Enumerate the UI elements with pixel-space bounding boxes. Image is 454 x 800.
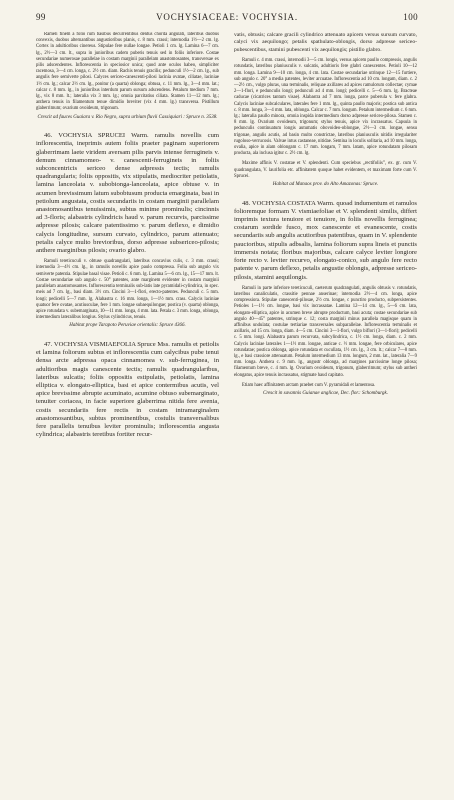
description-paragraph: Ramuli c. 4 mm. crassi, internodii 3—5 cm. longis, versus apicem paullo compressis, angulis rotundatis, lateribus planiusculis v. sulcatis, adultioris fere glabri canescentes. Petioli 10—12 mm. longa. Lamina 9—10 cm. longa, 4 cm. lata. Costae secundariae utrinque 12—15 furtiere, sub angulo c. 20° a media patentes, leviter arcuatae. Inflorescentia ad 10 cm. longam, diam. c. 2—2½ cm., vulgo pluras, una terminalis, reliquae axillares ad apices ramulorum collectae; cymae 2—1-flori, e pedunculis longi; pedunculi ad 4 mm. longi; pedicelli c. 5—6 mm. lg. Bracteae caducae (cicatrices tantum visae). Alabastra ad 7 mm. longa, parce puberula v. fere glabra. Calycis laciniae subcalculares, laterales fere 1 mm. lg., quinta paullo majoris; postica sub antica c. 8 mm. longa, 3—4 mm. lata, oblonga. Calcar c. 7 mm. longum. Petalum intermedium c. 6 mm. lg.; lateralia paullo minora, omnia inspida intermedium dorso adpresse sericeo-pilosa. Stamen c. 8 mm. lg. Ovarium ovoideum, trigonum; stylus tenuis, apice vix incrassatus. Capsula in pedunculis continuatum longis autumatis obovoideo-oblongae, 2½—3 cm. longae, sensu trigonae, angulis acutis, ad basin multo constrictae, lateribus planiusculis nitidis irregulariter rugoloso-verrucosis. Valvae intus castaneae, nitidae. Semina in loculis solitaria, ad 10 mm. longa, ovalia, apice in alam oblongam c. 17 mm. longam, 7 mm. latam, apice rotundatam pilosam producta, ala inclusa igitur c. 2½ cm. lg. [234, 58, 417, 157]
habitat-note: Habitat ad Manaos prov. do Alto Amazonas: Spruce. [272, 182, 379, 188]
description-paragraph: Ramuli tereticuculi v. obtuse quadrangulati, lateribus concavius culis, c. 3 mm. crassi; internodia 3—4½ cm. lg., in ramulis novellis apice paulo compressa. Folia sub angulo vix semiverte patentia. Stipulae basal visae. Petioli c. 6 mm. lg. Lamina 5—6 cm. lg., 15—17 mm. lt. Costae secundariae sub angulo c. 50° patentes, ante marginem evidenter in costam marginii parallelam anastomosantes. Inflorescentia terminalis sub-latis late pyramidali-cylindrica, in spec. meis ad 7 cm. lg., basi diam. 3½ cm. Cincini 3—1-flori, erecto-patentes. Pedunculi c. 5 mm. longi; pedicelli 5—7 mm. lg. Alabastra c. 16 mm. longa, 1—1½ mm. crass. Calycis laciniae quatuor fere ovatae, acutiusculae, fere 1 mm. longae subaequilongae; postica (v. quarta) oblonga, apice rotundata v. subemarginata, 10—11 mm. longa, 4 mm. lata. Petala c. 3 mm. longa, oblonga, intermedium lateralibus longius. Stylus cylindricus, tenuis. [36, 259, 219, 321]
page-header [36, 12, 418, 26]
page-number-left: 99 [36, 12, 46, 22]
species-48-diagnosis: 48. VOCHYSIA COSTATA Warm. quoad indumentum et ramulos folioremque formam V. vismiaefoliae et V. splendenti similis, differt imprimis textura tenuiore et tenuiore, in foliis novellis ferruginea; costarum sordide fusco, mox canescente et evanescente, costis secundariis sub angulis acutioribus patentibus, quam in V. splendente paucioribus, stipulis adbsalis, lamina foliorum supra lineis et punctis immersis notata; floribus majoribus, calcare calyce leviter longiore forte recto v. leviter recurvo, elongato-conico, sub angulo fere recto patente v. parum deflexo, petalis angustie oblongis, adpresse sericeo-pilosis, stamini aequilongis. [234, 199, 417, 281]
habitat-note: Crescit ad fauces Guaiara v. Rio Negro, supra urbium fluvii Cassiquiari : Spruce n. 3538. [37, 114, 218, 120]
habitat-note: Habitat prope Tarapoto Peruviae orientalis: Spruce 4366. [69, 323, 186, 329]
page-number-right: 100 [403, 12, 418, 22]
left-column [36, 32, 219, 782]
species-46-diagnosis: 46. VOCHYSIA SPRUCEI Warm. ramulis novellis cum inflorescentia, ineprimis autem foliis praeter paginam superiorem glaberrimam laete viridem aversam pilis parvis intense ferrugineis v. demum cinnamomeo- v. canescenti-ferrugineis in foliis subconcentricis sericeo dense adpressis tectis; ramulis quadrangularis; foliis oppositis, vix stipulatis, mediocriter petiolatis, lamina lanceolata v. subobionga-lanceolata, apice obtuse v. in acumen brevissimum latum subobtusum producta emarginata, basi in petiolum angustata, costis secundariis in costam marginii parallelam anastomosantibus tenuissimis, subtus minime prominulis; cincinnis ad 3-floris; alabastris cylindricis haud v. parum recurvis, parcissime adpresse pilosis; calcare patentissimo v. parum deflexo, e dimidio calycis longitudine, sursum curvato, cylindrico, parum attenuato; petalis calyce multo brevioribus, dorso adpresse subsericeo-pilosis; anthere marginibus pilosis; ovario glabro. [36, 132, 219, 255]
affinity-note: Maxime affinis V. costatae et V. splendenti. Cum speciebus „rectifoliis”, ex. gr. cum V. quadrangulata, V. laurifolia etc. affinitatem quoque habet evidentem, et maximam forte cum V. Sprucei. [234, 161, 417, 179]
description-paragraph: Ramuli in parte inferiore tereticuculi, caeterum quadrangulati, angulis obtusis v. rotundatis, lateribus canaliculatis, crassitie pennae anserinae; internodia 2½—4 cm. longa, apice compressiora. Stipulae canescenti-pilosae, 2½ cm. longae, c punctiro producto, subpersistentes. Petioles 1—1½ cm. longae, basi vix incrassatae. Lamina 12—14 cm. lg., 5—6 cm. lata, elongato-elliptica, apice in acumen breve abrupte productum, basi acuta; costae secundariae sub angulo 40—45° patentes, utrinque c. 12; costa marginii minus parallela magisque quam in affinibus undulata; costulae tertiariae transversales subparallelae. Inflorescentia terminalis et axillaris, ad 15 cm. longa, diam. 4—5 cm. Cincini 3—1-flori, vulgo biflori (3—1-flori); pedicelli c. 5 mm. longi. Alabastra parum recurvata, subcylindrica, c. 1½ cm. longa, diam. c. 2 mm. Calycis laciniae laterales 1—1½ mm. longae, anticae c. ½ mm. longae, fere orbiculares, apice rotundatae; postica oblonga, apice rotundata et cucullata, 1½ cm. lg., 3 cm. lt.; calcar 7—8 mm. lg., e basi crassiore attenuatum. Petalum intermedium 13 mm. longum, 2 mm. lat., lateralia 7—9 mm. longa. Anthera c. 9 mm. lg., angustr oblonga, ad margines parcissime longe pilosa; filamentum breve, c. 4 mm. lg. Ovarium ovoideum, trigonum, glaberrimum; stylus sub antheri elongatus, apice tenuis incrassatus, stigmate haud capitato. [234, 285, 417, 378]
running-head: VOCHYSIACEAE: VOCHYSIA. [156, 12, 298, 22]
species-47-diagnosis: 47. VOCHYSIA VISMIAEFOLIA Spruce Mss. ramulis et petiolis et lamina foliorum subtus et inflorescentia cum calycibus pube tenui densa arcte adpressa opaca cinnamomea v. sub-ferruginea, in adultioribus magis canescente tectis; ramulis quadrangularibus, lateribus sulcatis; foliis oppositis estipulatis, petiolatis, lamina elliptica v. elongato-elliptica, basi et apice contermibus acutis, vel apice brevissime abrupte acuminato, acumine obtuso subemarginato, tenuiter coriacea, in facie superiore glaberrima nitida fere avenia, costis secundariis fere rectis in costam intramarginalem anastomosantibus, subtus prominentibus, costulis transversalibus fere parallelis tenuibus leviter prominulis; inflorescentia angusta cylindrica; alabastris teretibus fortiter recur- [36, 340, 219, 439]
description-paragraph: Rameli finem a folio rum basibus decurrentibus dentus chorda angulati, lateribus duobus convexis, duobus alternantibus angustioribus planis, c. 8 mm. crassi; internodia 1½—2 cm. lg. Cortex in adultioribus cinereus. Stipulae fere nullae longae. Petioli 1 cm. lg. Lamina 6—7 cm. lg., 2½—3 cm. lt., supra in junioribus cadem puberis tenuis sed in foliis inferiore. Costae secundariae numerosae parallelae in costam marginii parallelam anastomosantes, transversae ex pilis adscendentes. Inflorescentia in speciosior unica; quod ante oculos habeo, simpliciter racemosa, 3—4 cm. longa, c. 2½ cm. diam. Rachis tenuis gracilis; pedunculi 1½—2 cm. lg., sub angulis fere semiverte pilosi. Calyces sericeo-canescenti-pilosi lacinia ovatae, ciliatae, laciniae 1½ cm. lg.; calcar 2½ cm. lg., ponitur (a quarta) oblonga; obtusa, c. 11 mm. lg., 3—4 mm. lat.; calcar c. 8 mm. lg., in junioribus interdum parum sursum adscendens. Petalum medium 7 mm. lg., vix 8 mm. lt.; lateralia vix 3 mm. lg.; omnia parcitatius ciliata. Stamen 11—12 mm. lg.; anthera tenuis in filamentum tenue dimidio breviter (vix 4 mm. lg.) transversa. Pistillum glaberrimum; ovarium ovoideum, trigonum. [36, 32, 219, 112]
diagnosis-continuation: vatis, obtusis; calcare gracili cylindrico attenuato apicem versus sursum curvato, calyci vix aequilongo; petalis spathulato-oblongis, dorso adpresse sericeo-pubescentibus, stamini pubescenti vix aequilongis; pistillo glabro. [234, 32, 417, 53]
right-column [234, 32, 417, 782]
affinity-note: Etiam haec affinitatem arctam praebet cum V. pyramidali et lamentosa. [242, 382, 376, 388]
habitat-note: Crescit in savannis Guianae anglicae, Dec. flor.: Schomburgk. [262, 390, 389, 396]
